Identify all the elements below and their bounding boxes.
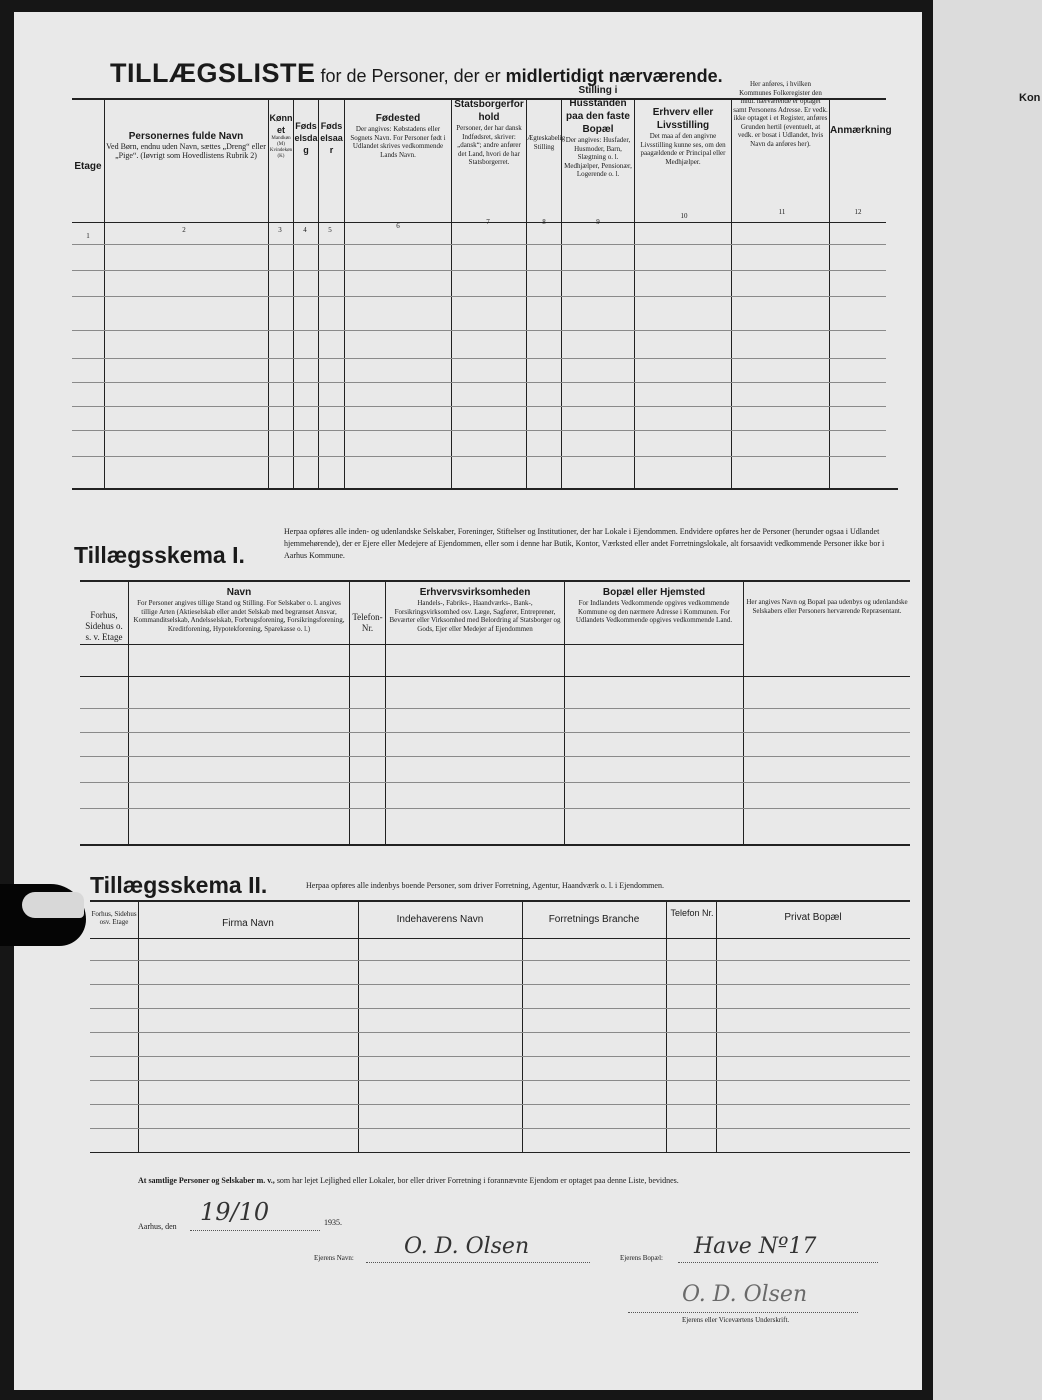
col-number: 8: [542, 218, 546, 226]
table-row: [72, 296, 886, 297]
col-header-statsborgerforhold: Statsborgerforhold Personer, der har dansk Indfødsret, skriver: „dansk“; andre anfører det Land, hvori de har Statsborgerret.: [454, 99, 524, 166]
table-row: [90, 984, 910, 985]
table-row: [80, 782, 910, 783]
col-number: 2: [182, 226, 186, 234]
col-sep: [358, 900, 359, 1152]
col-header-aegteskabelig: Ægteskabelig Stilling: [527, 134, 566, 151]
date-handwritten: 19/10: [200, 1198, 270, 1226]
table-row: [72, 244, 886, 245]
col-sep: [716, 900, 717, 1152]
skema1-col-etage: Forhus, Sidehus o. s. v. Etage: [85, 610, 123, 642]
table-row: [72, 430, 886, 431]
skema1-col-erhverv: Erhvervsvirksomheden Handels-, Fabriks-, Haandværks-, Bank-, Forsikringsvirksomhed osv. Læge, Sagfører, Entreprenør, Beværter eller Virksomhed med Belordring af Statsborger og Gods, Ejer eller Medejer af Ejendommen: [389, 587, 561, 633]
col-number: 7: [486, 218, 490, 226]
skema2-header-bottom: [90, 938, 910, 939]
owner-name-handwritten: O. D. Olsen: [404, 1234, 530, 1259]
census-form-page: [14, 12, 922, 1390]
signature-caption: Ejerens eller Viceværtens Underskrift.: [682, 1316, 790, 1324]
table-row: [80, 808, 910, 809]
adjacent-page: [933, 0, 1042, 1400]
col-header-folkeregister: Her anføres, i hvilken Kommunes Folkeregister den midl. nærværende er optaget samt Personens Adresse. Er vedk. ikke optaget i et Register, anføres Grunden hertil (eventuelt, at vedk. er bosat i Udlandet, hvis Navn da anføres her).: [733, 80, 828, 148]
col-sep: [128, 580, 129, 844]
skema1-title: Tillægsskema I.: [74, 542, 245, 568]
table-row: [80, 708, 910, 709]
table-row: [80, 732, 910, 733]
skema1-top-border: [80, 580, 910, 582]
owner-name-line: [366, 1262, 590, 1263]
table-row: [90, 1104, 910, 1105]
skema1-intro: Herpaa opføres alle inden- og udenlandske Selskaber, Foreninger, Stiftelser og Institutioner, der har Lokale i Ejendommen. Endvidere opføres her de Personer (herunder ogsaa i Udlandet hjemmehørende), der er Ejere eller Medejere af Ejendommen, eller som i denne har Butik, Kontor, Værksted eller andet Forretningslokale, alt forsaavidt vedkommende Personer ikke bor i Aarhus Kommune.: [284, 527, 885, 560]
table-row: [72, 270, 886, 271]
col-number: 4: [303, 226, 307, 234]
skema1-col-repraesentant: Her angives Navn og Bopæl paa udenbys og udenlandske Selskabers eller Personers herværende Repræsentant.: [746, 598, 908, 615]
skema1-col-telefon: Telefon-Nr.: [352, 612, 383, 633]
skema1-header-line: [80, 644, 744, 645]
col-header-foedested: Fødested Der angives: Købstadens eller Sognets Navn. For Personer født i Udlandet skrives vedkommende Lands Navn.: [350, 113, 446, 159]
year: 1935.: [324, 1218, 342, 1227]
col-header-stilling: Stilling i Husstanden paa den faste Bopæl Der angives: Husfader, Husmoder, Barn, Slægtning o. l. Medhjælper, Pensionær, Logerende o. l.: [564, 85, 632, 178]
skema2-col-privat-bopael: Privat Bopæl: [784, 912, 842, 923]
col-header-erhverv: Erhverv eller Livsstilling Det maa af den angivne Livsstilling kunne ses, om den paagældende er Principal eller Medhjælper.: [640, 107, 726, 166]
col-sep: [743, 580, 744, 844]
skema1-col-bopael: Bopæl eller Hjemsted For Indlandets Vedkommende opgives vedkommende Kommune og den nærmere Adresse i Kommunen. For Udlandets Vedkommende opgives vedkommende Land.: [575, 587, 733, 624]
col-number: 11: [778, 208, 786, 216]
col-header-anmaerkning: Anmærkning: [830, 125, 892, 136]
skema2-col-firma: Firma Navn: [222, 918, 274, 929]
skema1-col-navn: Navn For Personer angives tillige Stand og Stilling. For Selskaber o. l. angives tillige Arten (Aktieselskab eller andet Selskab med begrænset Ansvar, Kommanditselskab, Andelsselskab, Forbrugsforening, Forsikringsforening, Kreditforening, Hypotekforening, Sparekasse o. l.): [133, 587, 345, 633]
col-number: 9: [596, 218, 600, 226]
declaration-text: At samtlige Personer og Selskaber m. v., som har lejet Lejlighed eller Lokaler, bor eller driver Forretning i forannævnte Ejendom er optaget paa denne Liste, bevidnes.: [138, 1176, 679, 1185]
skema1-bottom-border: [80, 844, 910, 846]
col-number: 10: [680, 212, 688, 220]
table-row: [72, 358, 886, 359]
owner-address-line: [678, 1262, 878, 1263]
table-row: [90, 1080, 910, 1081]
skema2-bottom-border: [90, 1152, 910, 1153]
owner-name-label: Ejerens Navn:: [314, 1254, 354, 1262]
col-sep: [138, 900, 139, 1152]
skema2-top-border: [90, 900, 910, 902]
col-header-etage: Etage: [74, 161, 102, 172]
col-number: 12: [854, 208, 862, 216]
table-row: [72, 382, 886, 383]
owner-address-label: Ejerens Bopæl:: [620, 1254, 663, 1262]
table-row: [72, 406, 886, 407]
col-sep: [564, 580, 565, 844]
table-row: [72, 456, 886, 457]
skema1-header-bottom: [80, 676, 910, 677]
col-header-koen: Kønnet Mandkøn (M) Kvindekøn (K): [269, 113, 293, 159]
skema2-col-branche: Forretnings Branche: [548, 914, 640, 925]
table-row: [90, 1032, 910, 1033]
col-header-name: Personernes fulde Navn Ved Børn, endnu uden Navn, sættes „Dreng“ eller „Pige“. (Iøvrigt som Hovedlistens Rubrik 2): [106, 131, 266, 160]
adjacent-page-label: Kon: [1019, 92, 1041, 104]
main-title-middle: for de Personer, der er: [315, 66, 506, 86]
table-row: [72, 330, 886, 331]
signature-line: [628, 1312, 858, 1313]
owner-address-handwritten: Have Nº17: [694, 1234, 817, 1259]
col-number: 1: [86, 232, 90, 240]
date-line: [190, 1230, 320, 1231]
col-header-foedselsdag: Fødselsdag: [294, 121, 318, 155]
skema2-intro: Herpaa opføres alle indenbys boende Personer, som driver Forretning, Agentur, Haandværk o. l. i Ejendommen.: [306, 881, 664, 890]
main-title-bold: TILLÆGSLISTE: [110, 58, 316, 88]
table-row: [90, 1056, 910, 1057]
thumbnail-nail: [22, 892, 84, 918]
col-header-foedselsaar: Fødselsaar: [320, 121, 343, 155]
skema2-col-telefon: Telefon Nr.: [670, 908, 714, 918]
table-row: [80, 756, 910, 757]
table-row: [90, 960, 910, 961]
col-sep: [385, 580, 386, 844]
col-sep: [522, 900, 523, 1152]
col-number: 6: [396, 222, 400, 230]
main-table-bottom-border: [72, 488, 898, 490]
col-number: 5: [328, 226, 332, 234]
main-title-end: midlertidigt nærværende.: [505, 66, 723, 86]
col-sep: [666, 900, 667, 1152]
skema2-col-etage: Forhus, Sidehus osv. Etage: [91, 910, 137, 926]
place-label: Aarhus, den: [138, 1222, 177, 1231]
col-number: 3: [278, 226, 282, 234]
signature-handwritten: O. D. Olsen: [682, 1282, 808, 1307]
skema2-title: Tillægsskema II.: [90, 872, 268, 898]
skema2-col-indehaver: Indehaverens Navn: [396, 914, 484, 925]
table-row: [90, 1128, 910, 1129]
table-row: [90, 1008, 910, 1009]
